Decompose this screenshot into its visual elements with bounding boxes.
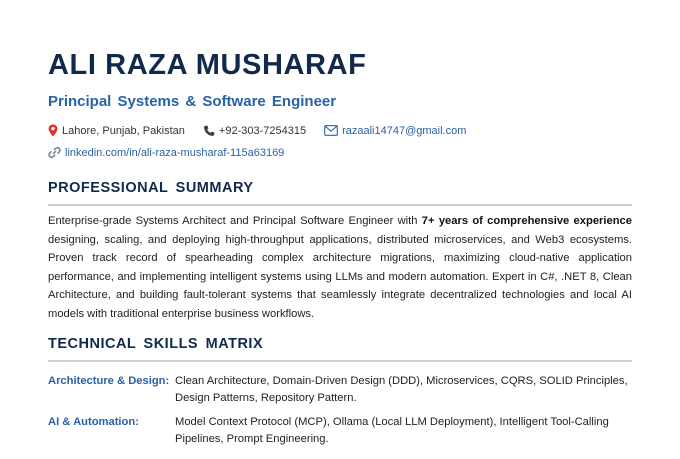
candidate-title: Principal Systems & Software Engineer <box>48 93 337 110</box>
skill-value: Model Context Protocol (MCP), Ollama (Local LLM Deployment), Intelligent Tool-Calling Pipelines, Prompt Engineering. <box>175 416 609 445</box>
link-icon <box>48 146 61 159</box>
skills-heading: TECHNICAL SKILLS MATRIX <box>48 336 264 352</box>
summary-paragraph <box>48 212 632 324</box>
candidate-name: ALI RAZA MUSHARAF <box>48 49 367 81</box>
envelope-icon <box>324 125 338 136</box>
contact-email[interactable] <box>324 125 466 137</box>
contact-phone <box>203 125 306 137</box>
summary-divider <box>48 204 632 206</box>
location-text: Lahore, Punjab, Pakistan <box>62 124 185 137</box>
contact-location <box>48 124 185 137</box>
skills-divider <box>48 360 632 362</box>
summary-text-end: designing, scaling, and deploying high-throughput applications, distributed microservices, and Web3 ecosystems. Proven track record of spearheading complex architecture migrations, maximizing cloud-native application performance, and implementing intelligent systems using LLMs and modern automation. Expert in C#, .NET 8, Clean Architecture, and building fault-tolerant systems that seamlessly integrate decentralized technologies and local AI models with traditional enterprise business workflows. <box>48 233 632 320</box>
contact-row <box>48 124 484 137</box>
email-link[interactable]: razaali14747@gmail.com <box>342 124 467 137</box>
summary-heading: PROFESSIONAL SUMMARY <box>48 180 254 196</box>
phone-icon <box>203 125 215 137</box>
summary-text-start: Enterprise-grade Systems Architect and Principal Software Engineer with <box>48 215 422 227</box>
skill-value: Clean Architecture, Domain-Driven Design (DDD), Microservices, CQRS, SOLID Principles, Design Patterns, Repository Pattern. <box>175 375 628 404</box>
map-pin-icon <box>48 124 58 137</box>
linkedin-link[interactable]: linkedin.com/in/ali-raza-musharaf-115a63169 <box>65 146 285 159</box>
skill-row-architecture <box>48 373 632 407</box>
skill-row-ai <box>48 414 632 448</box>
contact-row-linkedin <box>48 146 302 159</box>
phone-text: +92-303-7254315 <box>218 124 307 137</box>
skill-label: Architecture & Design: <box>48 375 170 387</box>
contact-linkedin[interactable] <box>48 146 284 159</box>
skill-label: AI & Automation: <box>48 416 139 428</box>
summary-highlight: 7+ years of comprehensive experience <box>421 215 633 227</box>
